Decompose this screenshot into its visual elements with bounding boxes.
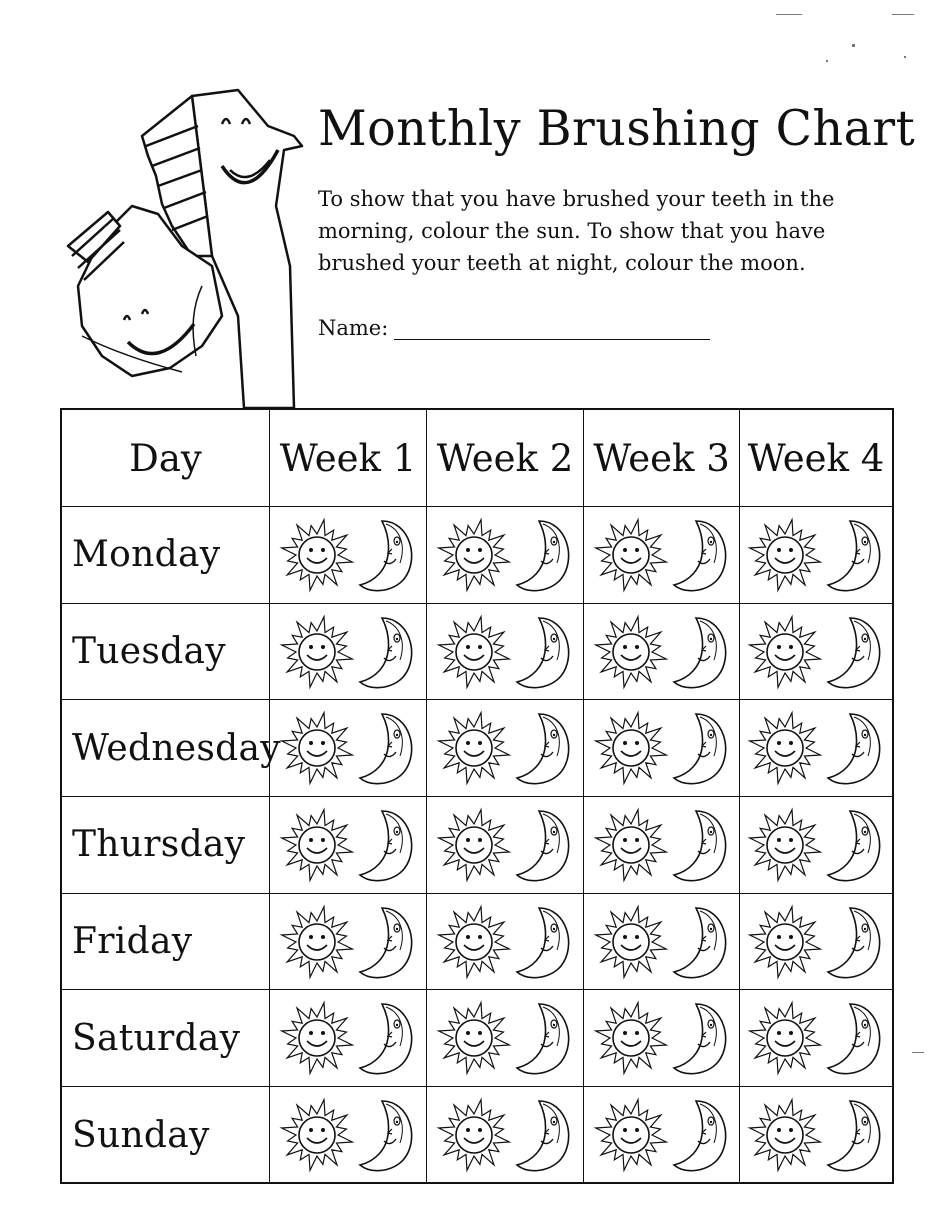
sun-icon[interactable] — [746, 708, 824, 788]
sun-moon-cell — [270, 1087, 427, 1184]
column-header-day: Day — [62, 410, 270, 507]
sun-moon-cell — [584, 990, 740, 1087]
moon-icon[interactable] — [356, 805, 418, 885]
sun-moon-cell — [427, 1087, 584, 1184]
brushing-chart-table — [60, 408, 894, 1184]
sun-moon-cell — [584, 894, 740, 991]
sun-moon-cell — [270, 990, 427, 1087]
sun-icon[interactable] — [435, 998, 513, 1078]
sun-moon-cell — [740, 1087, 892, 1184]
moon-icon[interactable] — [824, 612, 886, 692]
sun-moon-cell — [740, 604, 892, 701]
moon-icon[interactable] — [513, 805, 575, 885]
moon-icon[interactable] — [356, 1095, 418, 1175]
moon-icon[interactable] — [824, 515, 886, 595]
sun-icon[interactable] — [435, 515, 513, 595]
sun-moon-cell — [584, 1087, 740, 1184]
sun-icon[interactable] — [592, 515, 670, 595]
moon-icon[interactable] — [513, 1095, 575, 1175]
sun-icon[interactable] — [592, 708, 670, 788]
sun-icon[interactable] — [746, 902, 824, 982]
sun-moon-cell — [270, 507, 427, 604]
sun-icon[interactable] — [592, 805, 670, 885]
name-write-line[interactable] — [394, 317, 710, 340]
column-header-week-3: Week 3 — [584, 410, 740, 507]
sun-moon-cell — [584, 797, 740, 894]
sun-moon-cell — [584, 507, 740, 604]
sun-icon[interactable] — [592, 612, 670, 692]
sun-icon[interactable] — [435, 612, 513, 692]
sun-icon[interactable] — [746, 1095, 824, 1175]
sun-icon[interactable] — [278, 805, 356, 885]
moon-icon[interactable] — [824, 998, 886, 1078]
sun-moon-cell — [584, 604, 740, 701]
day-label-monday: Monday — [62, 507, 270, 604]
name-field — [318, 316, 710, 340]
sun-icon[interactable] — [435, 805, 513, 885]
sun-icon[interactable] — [435, 708, 513, 788]
day-label-friday: Friday — [62, 894, 270, 991]
sun-icon[interactable] — [278, 902, 356, 982]
sun-moon-cell — [270, 797, 427, 894]
sun-moon-cell — [270, 604, 427, 701]
sun-moon-cell — [270, 700, 427, 797]
sun-icon[interactable] — [435, 902, 513, 982]
sun-icon[interactable] — [746, 612, 824, 692]
day-label-sunday: Sunday — [62, 1087, 270, 1184]
column-header-week-2: Week 2 — [427, 410, 584, 507]
sun-icon[interactable] — [278, 515, 356, 595]
moon-icon[interactable] — [670, 612, 732, 692]
sun-moon-cell — [427, 990, 584, 1087]
moon-icon[interactable] — [513, 515, 575, 595]
sun-icon[interactable] — [746, 515, 824, 595]
column-header-week-1: Week 1 — [270, 410, 427, 507]
moon-icon[interactable] — [670, 902, 732, 982]
sun-moon-cell — [427, 894, 584, 991]
sun-icon[interactable] — [746, 805, 824, 885]
sun-moon-cell — [740, 797, 892, 894]
moon-icon[interactable] — [670, 805, 732, 885]
sun-icon[interactable] — [278, 612, 356, 692]
moon-icon[interactable] — [513, 612, 575, 692]
moon-icon[interactable] — [824, 708, 886, 788]
column-header-week-4: Week 4 — [740, 410, 892, 507]
sun-moon-cell — [740, 990, 892, 1087]
moon-icon[interactable] — [356, 612, 418, 692]
moon-icon[interactable] — [356, 998, 418, 1078]
moon-icon[interactable] — [824, 805, 886, 885]
sun-moon-cell — [427, 507, 584, 604]
sun-moon-cell — [740, 700, 892, 797]
moon-icon[interactable] — [356, 515, 418, 595]
moon-icon[interactable] — [513, 708, 575, 788]
moon-icon[interactable] — [513, 902, 575, 982]
moon-icon[interactable] — [824, 1095, 886, 1175]
day-label-tuesday: Tuesday — [62, 604, 270, 701]
sun-icon[interactable] — [435, 1095, 513, 1175]
sun-moon-cell — [427, 700, 584, 797]
moon-icon[interactable] — [356, 708, 418, 788]
moon-icon[interactable] — [824, 902, 886, 982]
sun-moon-cell — [740, 894, 892, 991]
sun-moon-cell — [427, 797, 584, 894]
instructions-text: To show that you have brushed your teeth in the morning, colour the sun. To show that you have brushed your teeth at night, colour the moon. — [318, 187, 835, 275]
sun-moon-cell — [427, 604, 584, 701]
sun-moon-cell — [584, 700, 740, 797]
moon-icon[interactable] — [513, 998, 575, 1078]
sun-icon[interactable] — [278, 708, 356, 788]
toothbrush-mascot-icon — [62, 86, 307, 408]
moon-icon[interactable] — [670, 708, 732, 788]
moon-icon[interactable] — [670, 998, 732, 1078]
sun-moon-cell — [740, 507, 892, 604]
sun-icon[interactable] — [278, 998, 356, 1078]
sun-icon[interactable] — [278, 1095, 356, 1175]
moon-icon[interactable] — [670, 515, 732, 595]
day-label-saturday: Saturday — [62, 990, 270, 1087]
moon-icon[interactable] — [356, 902, 418, 982]
sun-icon[interactable] — [592, 902, 670, 982]
moon-icon[interactable] — [670, 1095, 732, 1175]
sun-icon[interactable] — [746, 998, 824, 1078]
sun-icon[interactable] — [592, 998, 670, 1078]
name-label: Name: — [318, 316, 389, 340]
sun-icon[interactable] — [592, 1095, 670, 1175]
page-title: Monthly Brushing Chart — [318, 100, 916, 157]
sun-moon-cell — [270, 894, 427, 991]
day-label-wednesday: Wednesday — [62, 700, 270, 797]
day-label-thursday: Thursday — [62, 797, 270, 894]
